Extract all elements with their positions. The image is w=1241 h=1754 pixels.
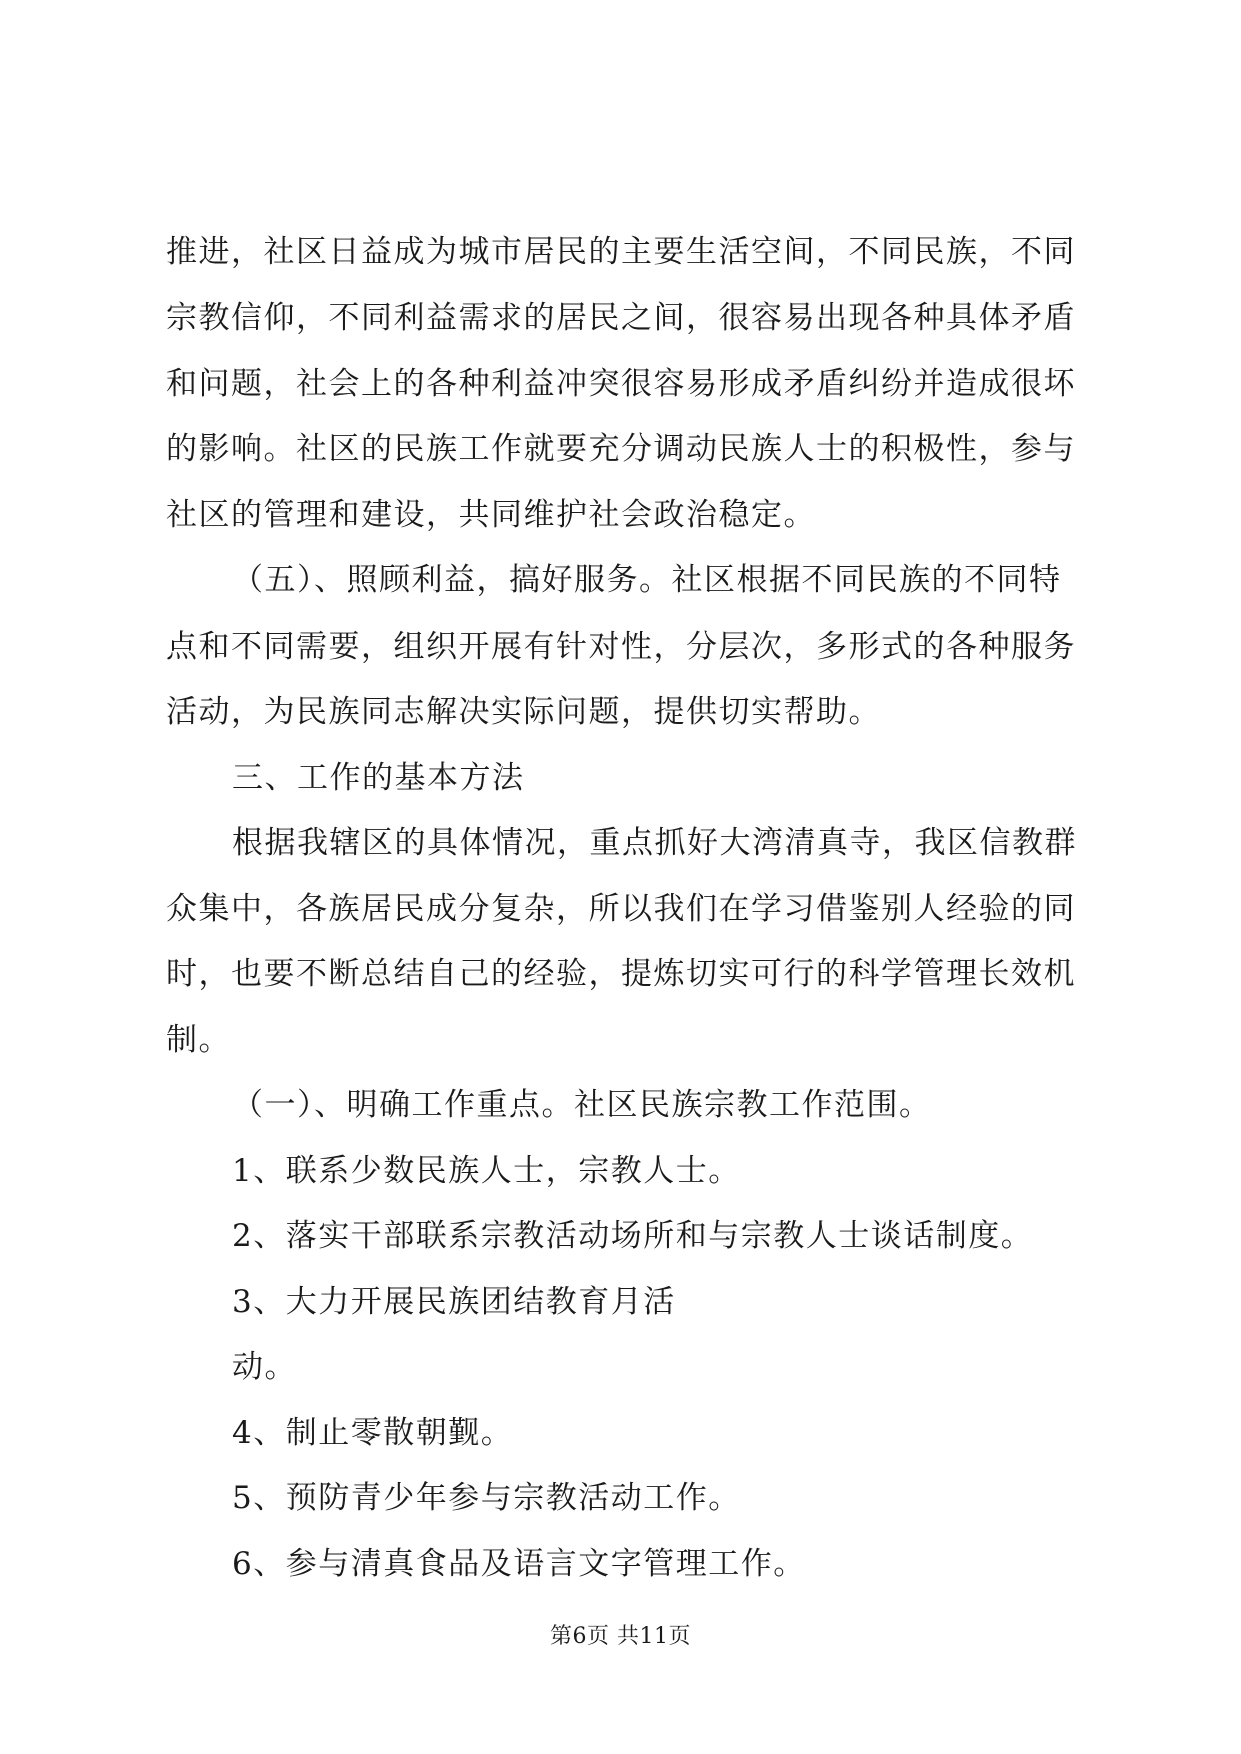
page-number-footer: 第6页 共11页 — [550, 1624, 691, 1649]
list-item: 6、参与清真食品及语言文字管理工作。 — [232, 1546, 806, 1582]
body-line: 众集中，各族居民成分复杂，所以我们在学习借鉴别人经验的同 — [166, 891, 1076, 927]
list-item: 2、落实干部联系宗教活动场所和与宗教人士谈话制度。 — [232, 1218, 1034, 1254]
list-item: 1、联系少数民族人士，宗教人士。 — [232, 1153, 741, 1189]
section-heading-three: 三、工作的基本方法 — [232, 760, 525, 796]
body-line: 社区的管理和建设，共同维护社会政治稳定。 — [166, 497, 816, 533]
list-item: 4、制止零散朝觐。 — [232, 1415, 514, 1451]
body-line: 制。 — [166, 1022, 231, 1058]
body-line: 的影响。社区的民族工作就要充分调动民族人士的积极性，参与 — [166, 431, 1076, 467]
paragraph-start: 根据我辖区的具体情况，重点抓好大湾清真寺，我区信教群 — [232, 825, 1077, 861]
section-heading-five: （五）、照顾利益，搞好服务。社区根据不同民族的不同特 — [232, 562, 1062, 598]
list-item: 3、大力开展民族团结教育月活 — [232, 1284, 676, 1320]
list-item: 5、预防青少年参与宗教活动工作。 — [232, 1480, 741, 1516]
list-item-continuation: 动。 — [232, 1349, 297, 1385]
body-line: 和问题，社会上的各种利益冲突很容易形成矛盾纠纷并造成很坏 — [166, 366, 1076, 402]
body-line: 推进，社区日益成为城市居民的主要生活空间，不同民族，不同 — [166, 234, 1076, 270]
body-line: 时，也要不断总结自己的经验，提炼切实可行的科学管理长效机 — [166, 956, 1076, 992]
body-line: 宗教信仰，不同利益需求的居民之间，很容易出现各种具体矛盾 — [166, 300, 1076, 336]
section-heading-one: （一）、明确工作重点。社区民族宗教工作范围。 — [232, 1087, 932, 1123]
body-line: 活动，为民族同志解决实际问题，提供切实帮助。 — [166, 694, 881, 730]
body-line: 点和不同需要，组织开展有针对性，分层次，多形式的各种服务 — [166, 629, 1076, 665]
